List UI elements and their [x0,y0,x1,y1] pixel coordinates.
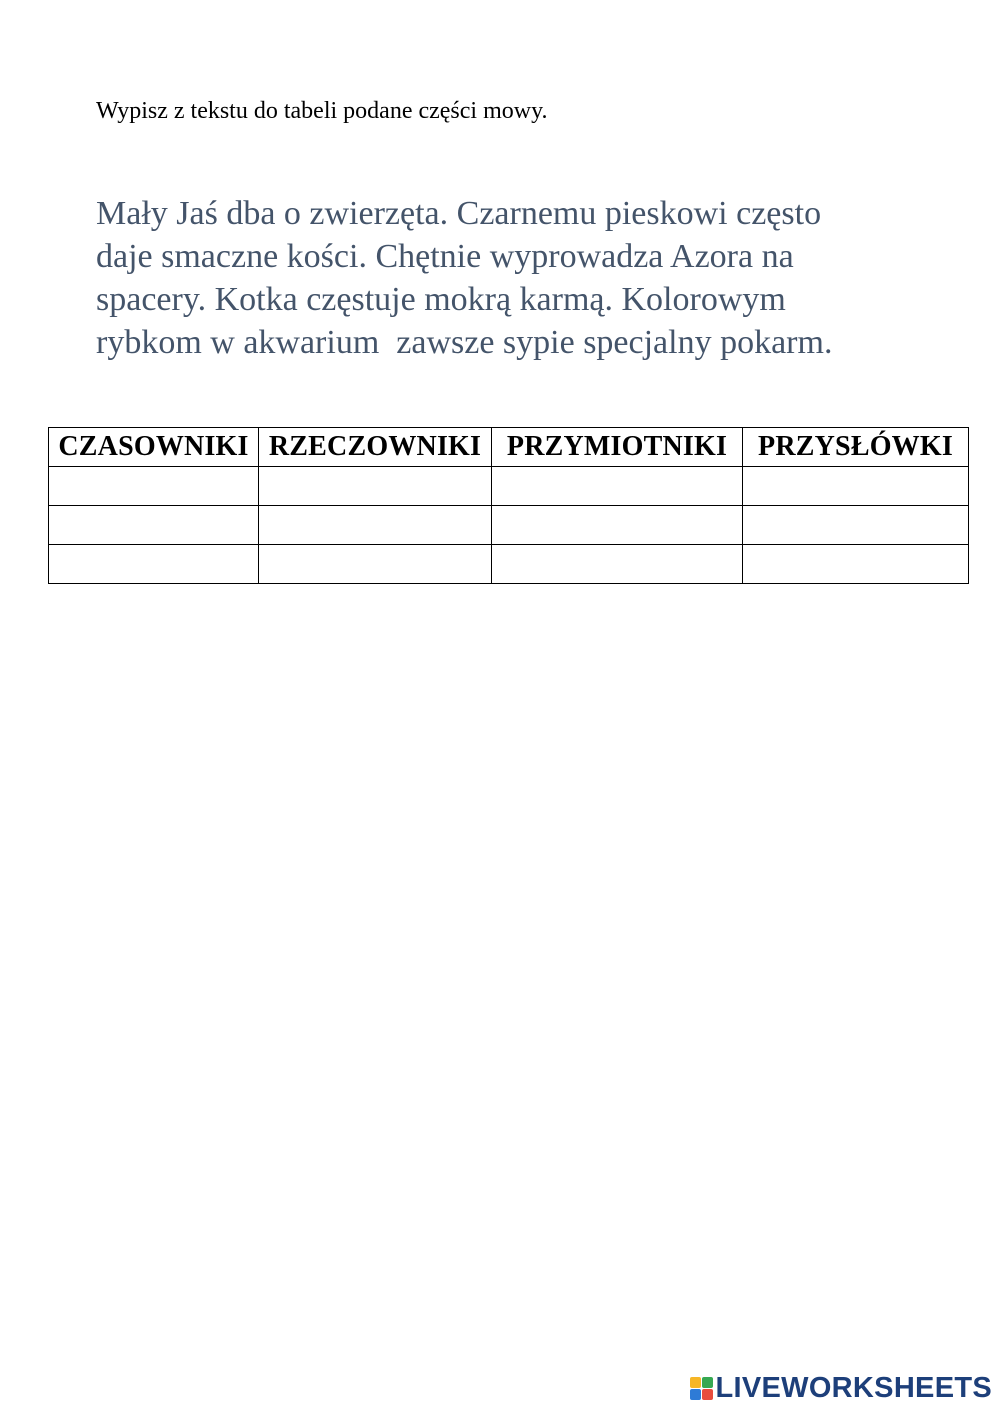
passage-line: rybkom w akwarium zawsze sypie specjalny pokarm. [96,324,833,361]
header-rzeczowniki: RZECZOWNIKI [259,428,492,467]
table-row [49,467,969,506]
answer-cell[interactable] [492,467,743,506]
answer-cell[interactable] [743,506,969,545]
parts-of-speech-table [48,427,969,584]
table-header-row [49,428,969,467]
table-row [49,545,969,584]
reading-passage [96,192,976,364]
header-przymiotniki: PRZYMIOTNIKI [492,428,743,467]
answer-cell[interactable] [492,506,743,545]
header-przyslowki: PRZYSŁÓWKI [743,428,969,467]
answer-cell[interactable] [259,467,492,506]
logo-square [690,1377,701,1388]
passage-line: spacery. Kotka częstuje mokrą karmą. Kolorowym [96,281,786,318]
logo-text: LIVEWORKSHEETS [715,1372,992,1404]
passage-line: Mały Jaś dba o zwierzęta. Czarnemu pieskowi często [96,195,822,232]
logo-square [702,1389,713,1400]
passage-line: daje smaczne kości. Chętnie wyprowadza Azora na [96,238,794,275]
answer-cell[interactable] [743,467,969,506]
liveworksheets-logo [690,1372,993,1405]
liveworksheets-logo-icon [690,1377,713,1400]
answer-cell[interactable] [743,545,969,584]
answer-cell[interactable] [49,506,259,545]
answer-cell[interactable] [49,467,259,506]
answer-cell[interactable] [49,545,259,584]
logo-square [690,1389,701,1400]
logo-square [702,1377,713,1388]
instruction-text: Wypisz z tekstu do tabeli podane części mowy. [96,98,548,124]
answer-cell[interactable] [492,545,743,584]
answer-cell[interactable] [259,506,492,545]
answer-cell[interactable] [259,545,492,584]
table-row [49,506,969,545]
header-czasowniki: CZASOWNIKI [49,428,259,467]
